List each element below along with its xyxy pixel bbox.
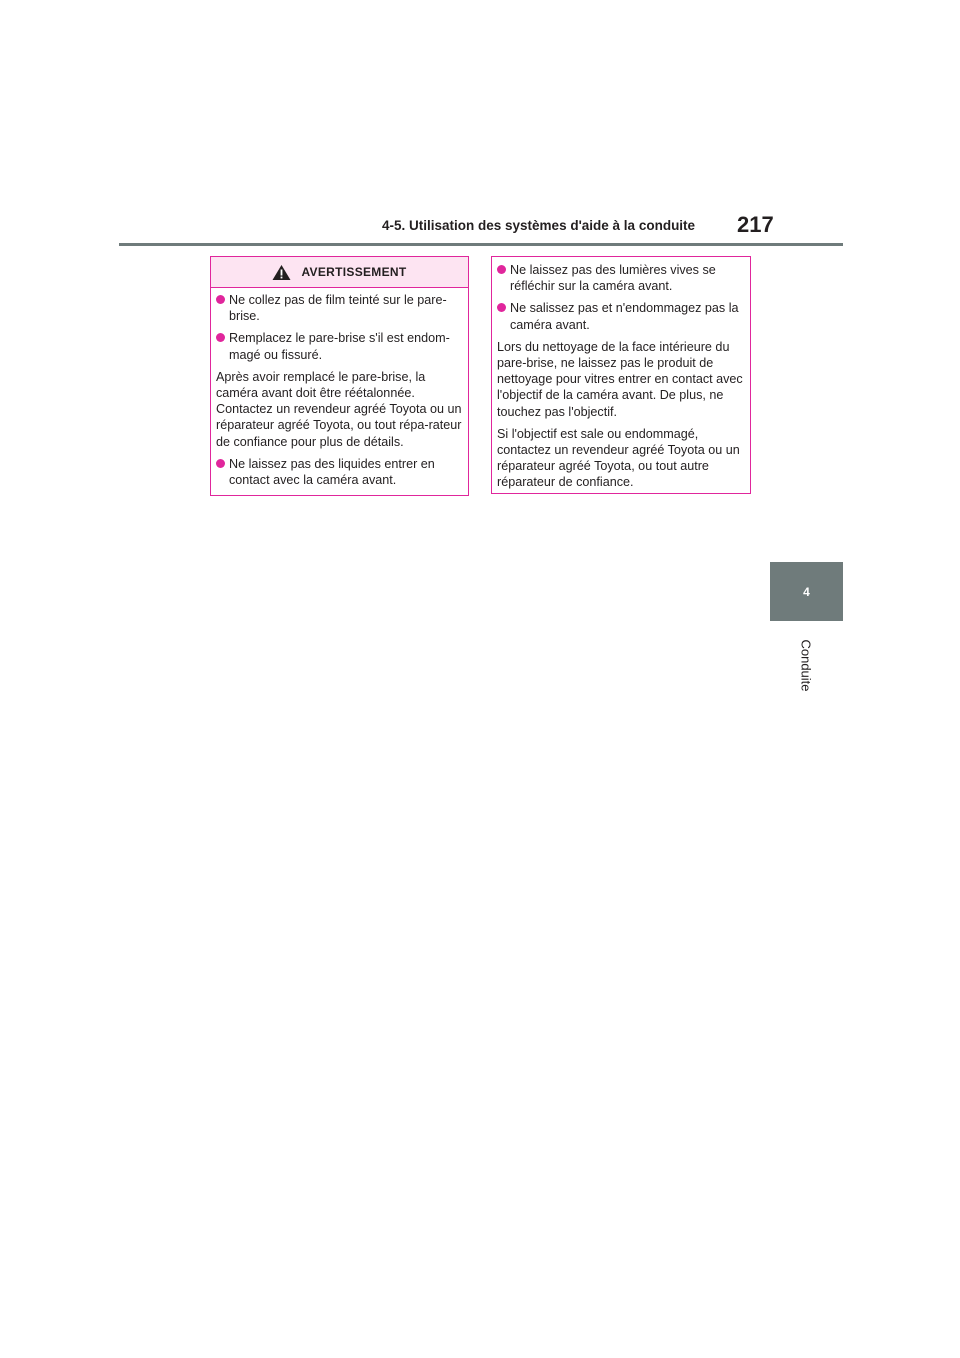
warning-item bbox=[216, 456, 462, 488]
bullet-icon bbox=[216, 295, 225, 304]
page-number: 217 bbox=[737, 212, 774, 237]
warning-item bbox=[216, 330, 462, 362]
warning-item bbox=[216, 292, 462, 324]
warning-paragraph: Lors du nettoyage de la face intérieure du pare-brise, ne laissez pas le produit de nettoyage pour vitres entrer en contact avec l'objectif de la caméra avant. De plus, ne touchez pas l'objectif. bbox=[497, 339, 743, 419]
warning-item-text: Ne salissez pas et n'endommagez pas la caméra avant. bbox=[510, 301, 739, 332]
warning-triangle-icon bbox=[272, 264, 291, 281]
chapter-number: 4 bbox=[803, 584, 810, 599]
bullet-icon bbox=[216, 459, 225, 468]
bullet-icon bbox=[497, 265, 506, 274]
warning-item-text: Ne laissez pas des liquides entrer en contact avec la caméra avant. bbox=[229, 456, 435, 488]
warning-continued-box bbox=[491, 256, 751, 494]
header-rule bbox=[119, 243, 843, 246]
bullet-icon bbox=[497, 303, 506, 312]
warning-paragraph: Après avoir remplacé le pare-brise, la caméra avant doit être réétalonnée. Contactez un revendeur agréé Toyota ou un réparateur agréé Toyota, ou tout répa-rateur de confiance pour plus de détails. bbox=[216, 369, 462, 449]
section-title: 4-5. Utilisation des systèmes d'aide à la conduite bbox=[382, 218, 696, 233]
warning-item-text: Ne laissez pas des lumières vives se réfléchir sur la caméra avant. bbox=[510, 263, 716, 294]
warning-item bbox=[497, 262, 744, 294]
chapter-label: Conduite bbox=[798, 639, 814, 692]
warning-item bbox=[497, 300, 744, 332]
warning-paragraph: Si l'objectif est sale ou endommagé, contactez un revendeur agréé Toyota ou un réparateur agréé Toyota, ou tout autre réparateur de confiance. bbox=[497, 426, 740, 490]
bullet-icon bbox=[216, 333, 225, 342]
warning-box bbox=[210, 256, 469, 496]
warning-item-text: Ne collez pas de film teinté sur le pare-brise. bbox=[229, 293, 447, 324]
chapter-tab[interactable] bbox=[770, 562, 843, 621]
warning-item-text: Remplacez le pare-brise s'il est endom-magé ou fissuré. bbox=[229, 331, 450, 362]
warning-title: AVERTISSEMENT bbox=[301, 265, 407, 279]
warning-header bbox=[211, 257, 468, 288]
